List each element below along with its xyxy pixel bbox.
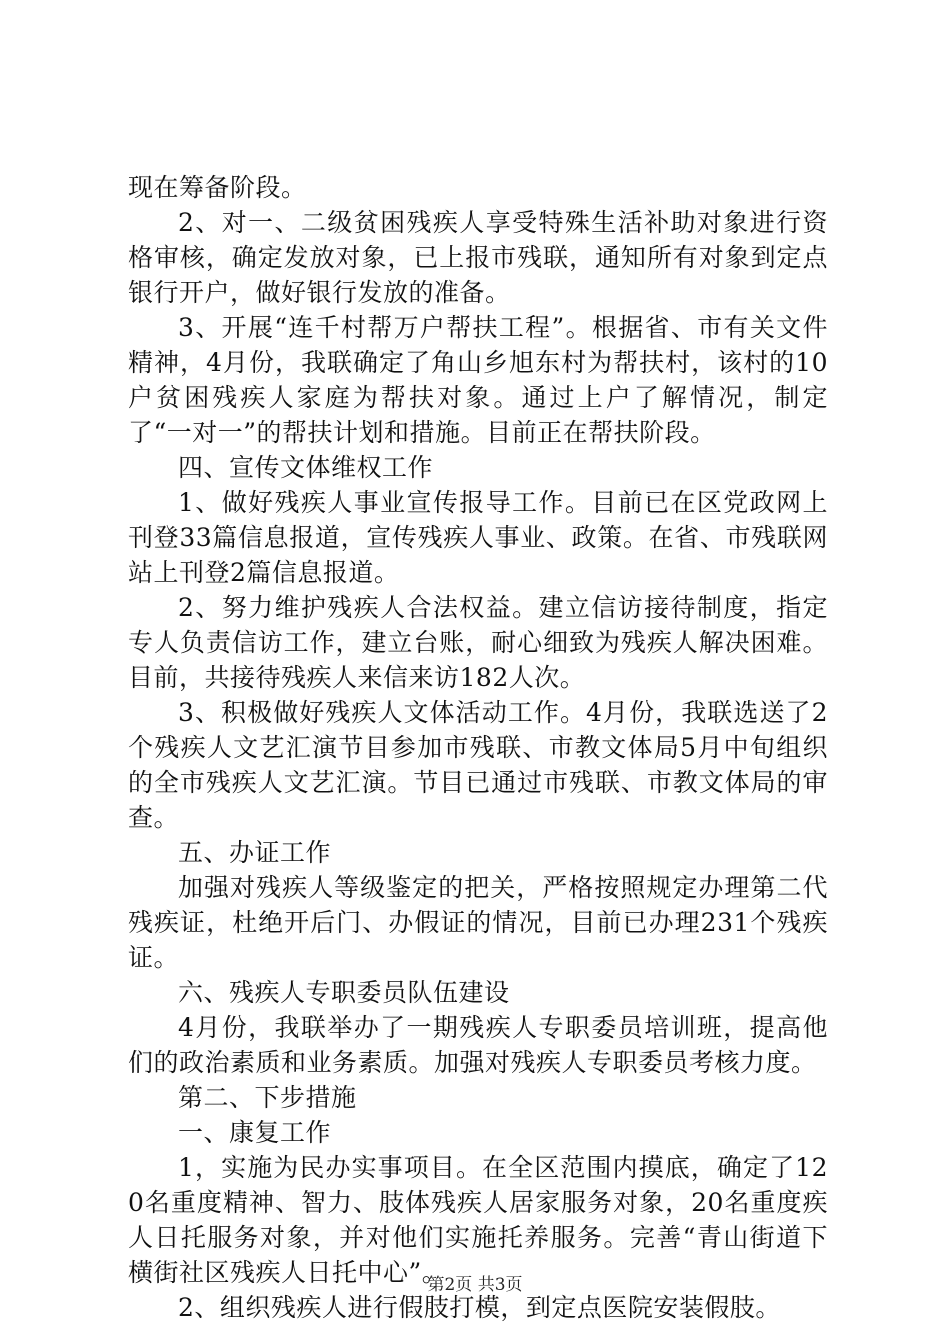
paragraph: 3、积极做好残疾人文体活动工作。4月份，我联选送了2个残疾人文艺汇演节目参加市残联、市教文体局5月中旬组织的全市残疾人文艺汇演。节目已通过市残联、市教文体局的审查。 [128,698,828,832]
paragraph: 2、努力维护残疾人合法权益。建立信访接待制度，指定专人负责信访工作，建立台账，耐心细致为残疾人解决困难。目前，共接待残疾人来信来访182人次。 [128,593,828,692]
paragraph: 加强对残疾人等级鉴定的把关，严格按照规定办理第二代残疾证，杜绝开后门、办假证的情况，目前已办理231个残疾证。 [128,873,828,972]
paragraph: 现在筹备阶段。 [128,173,307,202]
section-heading: 第二、下步措施 [178,1083,357,1112]
section-heading: 六、残疾人专职委员队伍建设 [178,978,510,1007]
paragraph: 2、对一、二级贫困残疾人享受特殊生活补助对象进行资格审核，确定发放对象，已上报市残联，通知所有对象到定点银行开户，做好银行发放的准备。 [128,208,828,307]
paragraph: 1，实施为民办实事项目。在全区范围内摸底，确定了120名重度精神、智力、肢体残疾人居家服务对象，20名重度疾人日托服务对象，并对他们实施托养服务。完善“青山街道下横街社区残疾人日托中心”。 [128,1153,828,1287]
document-body [128,170,828,1325]
section-heading: 一、康复工作 [178,1118,332,1147]
page-footer [0,1270,950,1295]
paragraph: 2、组织残疾人进行假肢打模，到定点医院安装假肢。 [178,1293,781,1322]
paragraph: 3、开展“连千村帮万户帮扶工程”。根据省、市有关文件精神，4月份，我联确定了角山乡旭东村为帮扶村，该村的10户贫困残疾人家庭为帮扶对象。通过上户了解情况，制定了“一对一”的帮扶计划和措施。目前正在帮扶阶段。 [128,313,828,447]
paragraph: 1、做好残疾人事业宣传报导工作。目前已在区党政网上刊登33篇信息报道，宣传残疾人事业、政策。在省、市残联网站上刊登2篇信息报道。 [128,488,828,587]
paragraph: 4月份，我联举办了一期残疾人专职委员培训班，提高他们的政治素质和业务素质。加强对残疾人专职委员考核力度。 [128,1013,828,1077]
page-number-label: 第2页 共3页 [427,1275,523,1295]
section-heading: 五、办证工作 [178,838,332,867]
section-heading: 四、宣传文体维权工作 [178,453,434,482]
